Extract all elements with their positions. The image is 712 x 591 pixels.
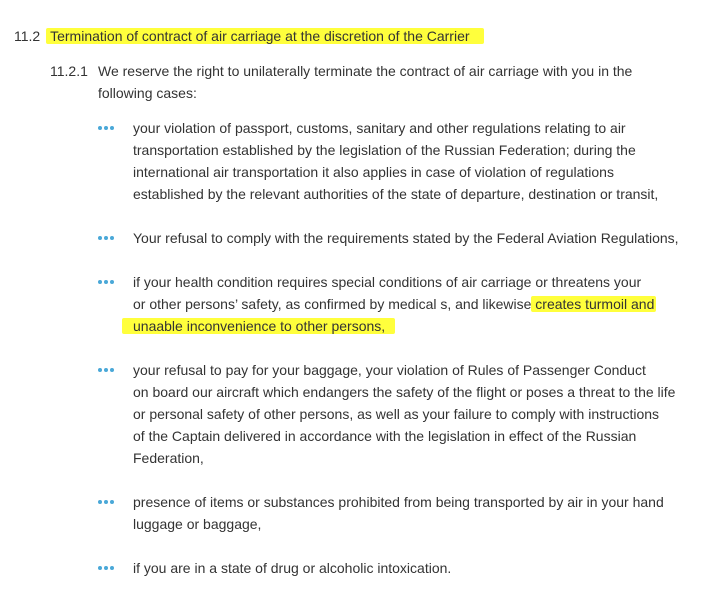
- list-item-1-line-2: transportation established by the legislation of the Russian Federation; during the: [133, 142, 636, 158]
- list-item-2-line-1: Your refusal to comply with the requirements stated by the Federal Aviation Regulations,: [133, 230, 679, 246]
- highlighted-text: creates turmoil and: [531, 296, 655, 312]
- bullet-icon: [98, 499, 116, 505]
- bullet-icon: [98, 367, 116, 373]
- subsection-number: 11.2.1: [50, 63, 88, 79]
- bullet-icon: [98, 235, 116, 241]
- highlighted-text: unaable inconvenience to other persons,: [122, 318, 395, 334]
- list-item-6-line-1: if you are in a state of drug or alcoholic intoxication.: [133, 560, 452, 576]
- section-number: 11.2: [14, 28, 41, 44]
- bullet-icon: [98, 279, 116, 285]
- list-item-1-line-1: your violation of passport, customs, sanitary and other regulations relating to air: [133, 120, 626, 136]
- list-item-1-line-3: international air transportation it also applies in case of violation of regulations: [133, 164, 614, 180]
- bullet-icon: [98, 125, 116, 131]
- list-item-5-line-2: luggage or baggage,: [133, 516, 262, 532]
- bullet-icon: [98, 565, 116, 571]
- list-item-1-line-4: established by the relevant authorities of the state of departure, destination or transit,: [133, 186, 659, 202]
- list-item-4-line-2: on board our aircraft which endangers the safety of the flight or poses a threat to the life: [133, 384, 676, 400]
- list-item-3-line-3: [122, 315, 395, 337]
- list-item-4-line-4: of the Captain delivered in accordance with the legislation in effect of the Russian: [133, 428, 637, 444]
- section-title: Termination of contract of air carriage at the discretion of the Carrier: [46, 28, 483, 44]
- subsection-text-line-2: following cases:: [98, 85, 197, 101]
- list-item-3-line-2: [133, 293, 656, 315]
- list-item-3-line-2-text: or other persons’ safety, as confirmed by medical s, and likewise: [133, 296, 532, 312]
- list-item-4-line-5: Federation,: [133, 450, 204, 466]
- list-item-4-line-1: your refusal to pay for your baggage, your violation of Rules of Passenger Conduct: [133, 362, 646, 378]
- subsection-text-line-1: We reserve the right to unilaterally terminate the contract of air carriage with you in the: [98, 63, 633, 79]
- list-item-3-line-1: if your health condition requires special conditions of air carriage or threatens your: [133, 274, 642, 290]
- list-item-4-line-3: or personal safety of other persons, as well as your failure to comply with instructions: [133, 406, 660, 422]
- section-heading: [14, 25, 484, 47]
- list-item-5-line-1: presence of items or substances prohibited from being transported by air in your hand: [133, 494, 664, 510]
